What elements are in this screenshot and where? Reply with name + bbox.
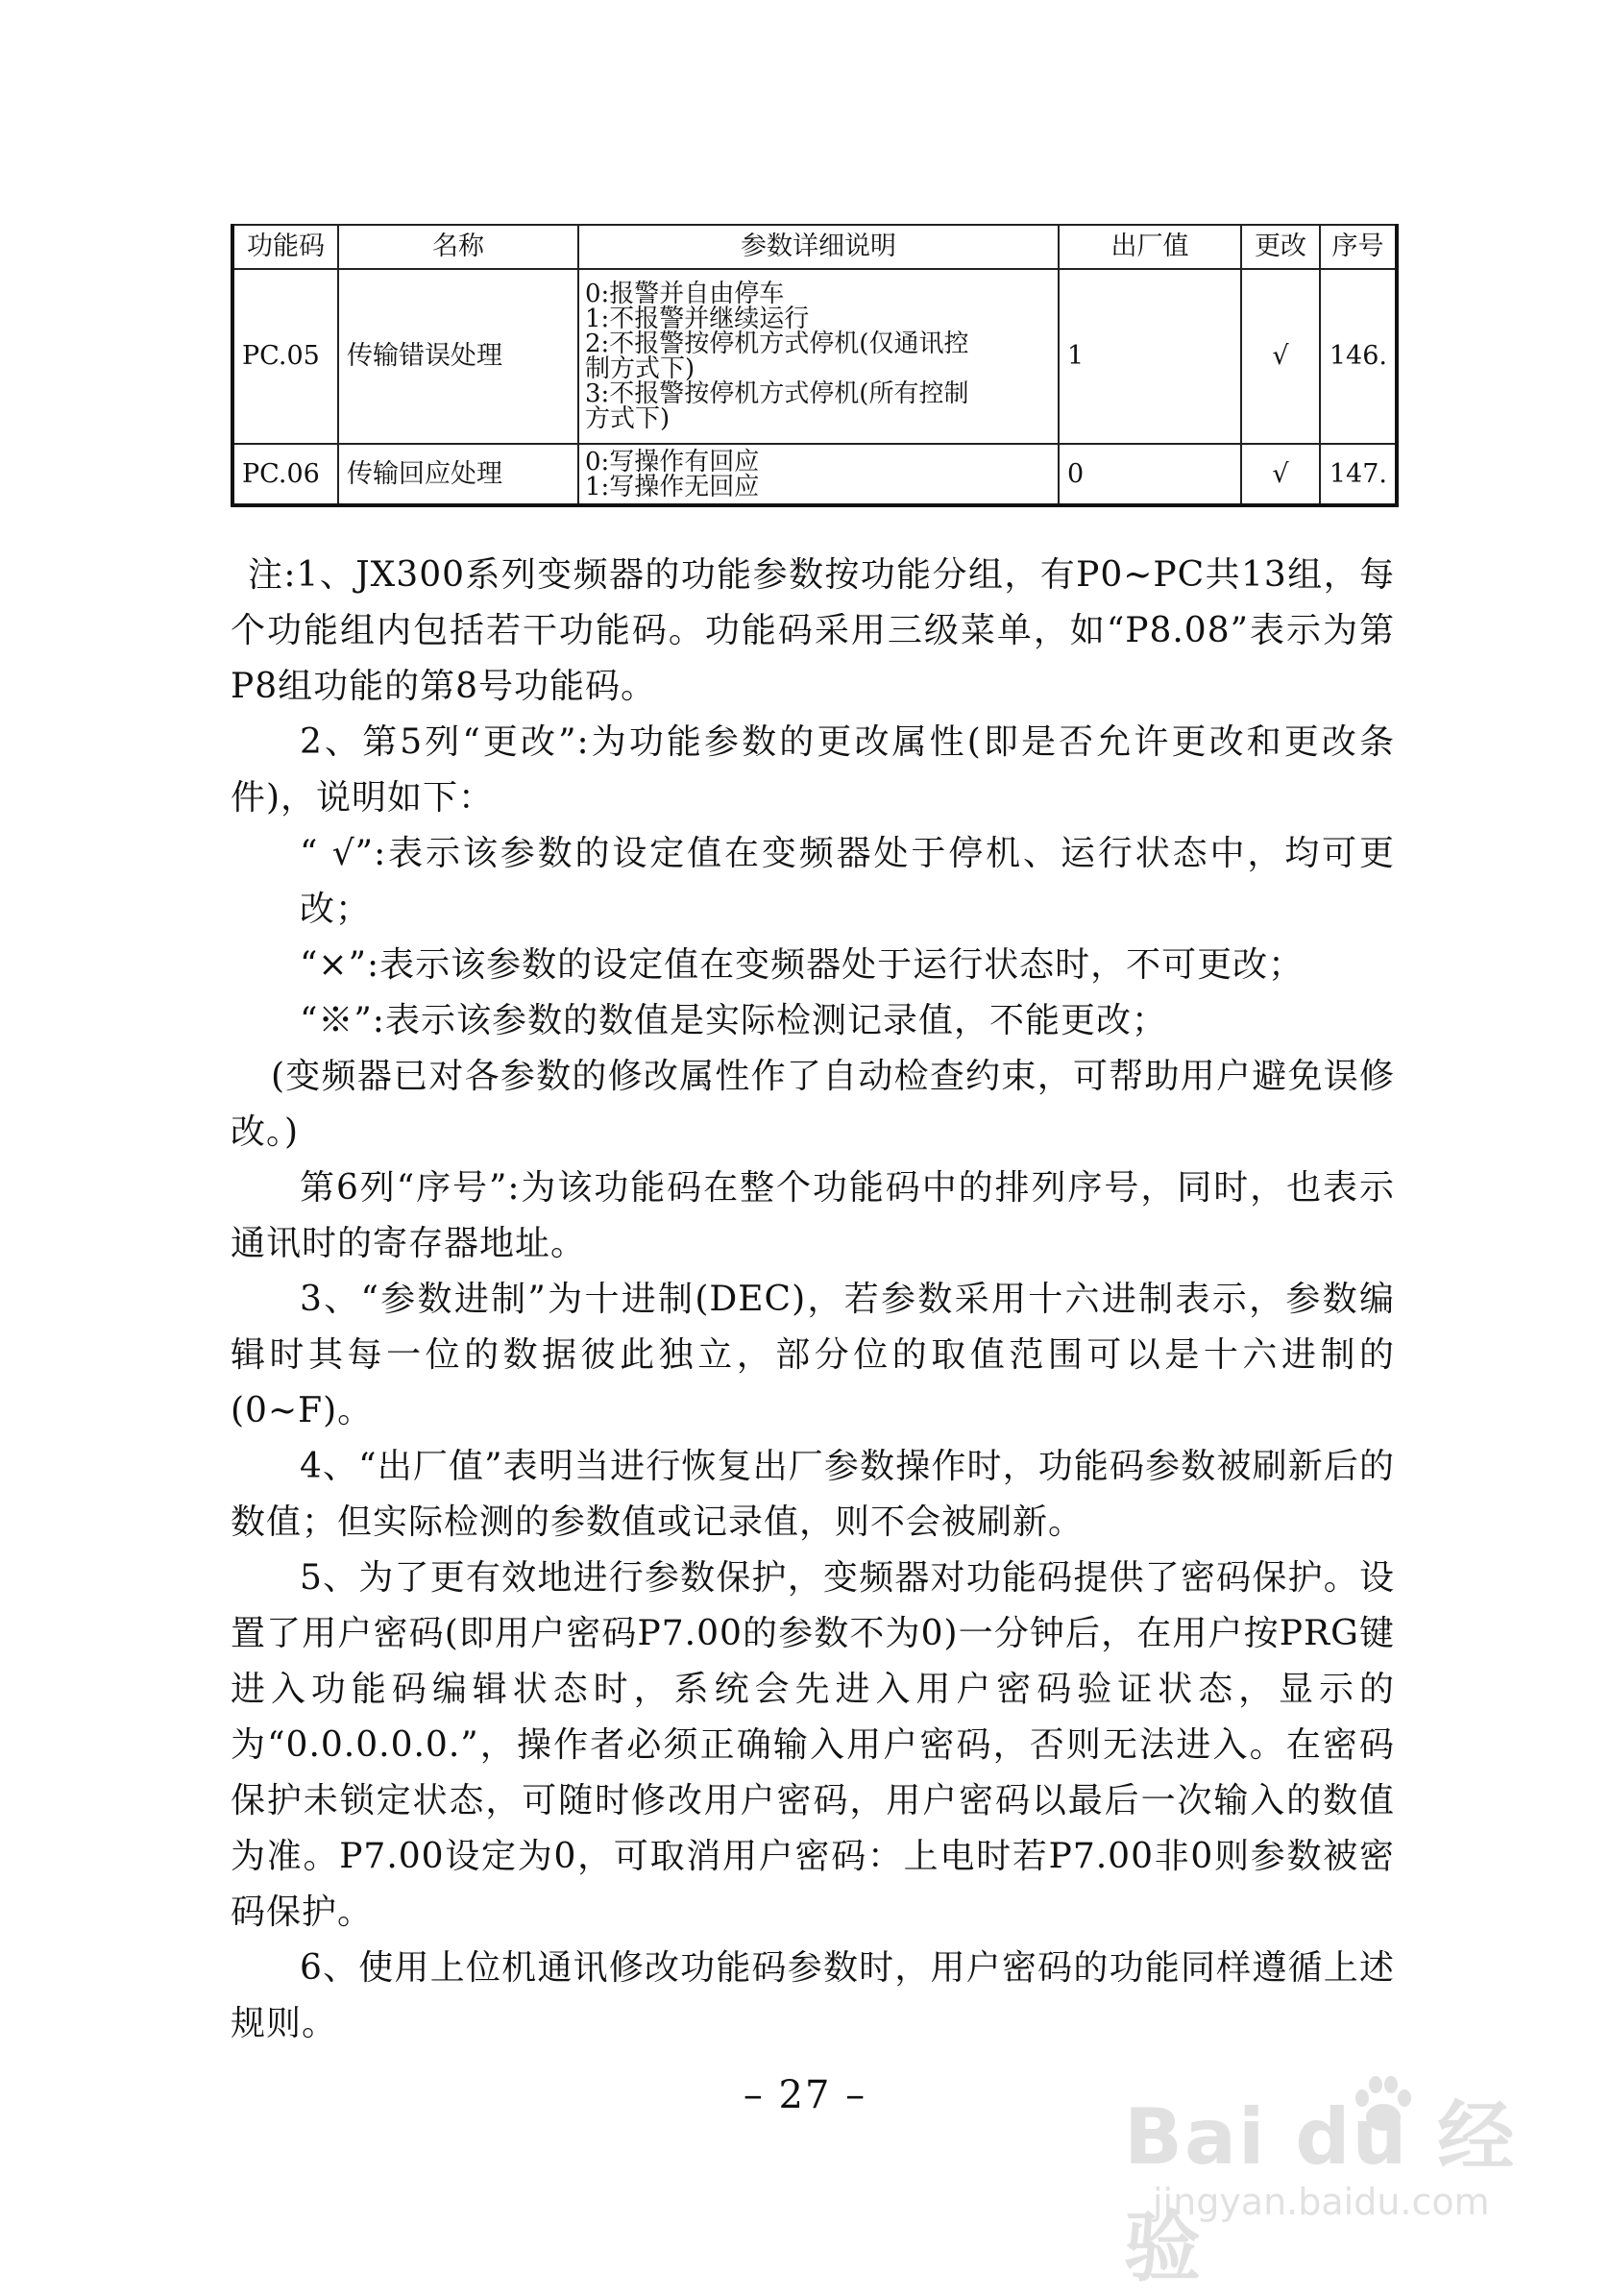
- cell-name: 传输错误处理: [338, 269, 578, 444]
- detail-line: 0:报警并自由停车: [585, 280, 785, 308]
- cell-seq: 146.: [1320, 269, 1397, 444]
- note-paragraph: (变频器已对各参数的修改属性作了自动检查约束，可帮助用户避免误修改。): [231, 1057, 1395, 1152]
- note-paragraph: 6、使用上位机通讯修改功能码参数时，用户密码的功能同样遵循上述规则。: [231, 1948, 1395, 2043]
- detail-line: 2:不报警按停机方式停机(仅通讯控: [585, 330, 969, 358]
- table-row: [232, 444, 1397, 505]
- header-code: 功能码: [232, 225, 338, 269]
- cell-detail: [578, 444, 1059, 505]
- table-header-row: [232, 225, 1397, 269]
- cell-code: PC.05: [232, 269, 338, 444]
- parameter-table: [231, 224, 1399, 507]
- header-detail: 参数详细说明: [578, 225, 1059, 269]
- detail-line: 3:不报警按停机方式停机(所有控制: [585, 379, 969, 408]
- note-symbol-line: “ √”:表示该参数的设定值在变频器处于停机、运行状态中，均可更改；: [300, 834, 1395, 929]
- header-change: 更改: [1241, 225, 1320, 269]
- note-paragraph: 3、“参数进制”为十进制(DEC)，若参数采用十六进制表示，参数编辑时其每一位的数据彼此独立，部分位的取值范围可以是十六进制的(0~F)。: [231, 1280, 1395, 1430]
- watermark-brand: Bai du 经验: [1124, 2092, 1517, 2292]
- detail-line: 1:写操作无回应: [585, 472, 760, 501]
- header-name: 名称: [338, 225, 578, 269]
- watermark-url: jingyan.baidu.com: [1153, 2181, 1490, 2223]
- header-seq: 序号: [1320, 225, 1397, 269]
- table-row: [232, 269, 1397, 444]
- detail-line: 1:不报警并继续运行: [585, 305, 810, 333]
- header-default: 出厂值: [1059, 225, 1241, 269]
- page-number: – 27 –: [743, 2073, 867, 2117]
- cell-detail: [578, 269, 1059, 444]
- cell-seq: 147.: [1320, 444, 1397, 505]
- detail-line: 方式下): [585, 404, 671, 433]
- cell-code: PC.06: [232, 444, 338, 505]
- note-paragraph: 2、第5列“更改”:为功能参数的更改属性(即是否允许更改和更改条件)，说明如下：: [231, 722, 1395, 818]
- cell-change: √: [1241, 269, 1320, 444]
- notes-section: [231, 548, 1395, 2052]
- cell-name: 传输回应处理: [338, 444, 578, 505]
- detail-line: 制方式下): [585, 354, 695, 383]
- detail-line: 0:写操作有回应: [585, 447, 760, 476]
- cell-default: 0: [1059, 444, 1241, 505]
- note-paragraph: 5、为了更有效地进行参数保护，变频器对功能码提供了密码保护。设置了用户密码(即用户密码P7.00的参数不为0)一分钟后，在用户按PRG键进入功能码编辑状态时，系统会先进入用户密码验证状态，显示的为“0.0.0.0.0.”，操作者必须正确输入用户密码，否则无法进入。在密码保护未锁定状态，可随时修改用户密码，用户密码以最后一次输入的数值为准。P7.00设定为0，可取消用户密码：上电时若P7.00非0则参数被密码保护。: [231, 1558, 1395, 1932]
- note-symbol-line: “×”:表示该参数的设定值在变频器处于运行状态时，不可更改；: [300, 945, 1305, 985]
- note-paragraph: 第6列“序号”:为该功能码在整个功能码中的排列序号，同时，也表示通讯时的寄存器地址。: [231, 1168, 1395, 1263]
- cell-default: 1: [1059, 269, 1241, 444]
- baidu-watermark: [1114, 2056, 1537, 2292]
- cell-change: √: [1241, 444, 1320, 505]
- note-paragraph: 4、“出厂值”表明当进行恢复出厂参数操作时，功能码参数被刷新后的数值；但实际检测的参数值或记录值，则不会被刷新。: [231, 1447, 1395, 1542]
- note-paragraph: 注:1、JX300系列变频器的功能参数按功能分组，有P0~PC共13组，每个功能组内包括若干功能码。功能码采用三级菜单，如“P8.08”表示为第P8组功能的第8号功能码。: [231, 555, 1395, 706]
- note-symbol-line: “※”:表示该参数的数值是实际检测记录值，不能更改；: [300, 1001, 1167, 1040]
